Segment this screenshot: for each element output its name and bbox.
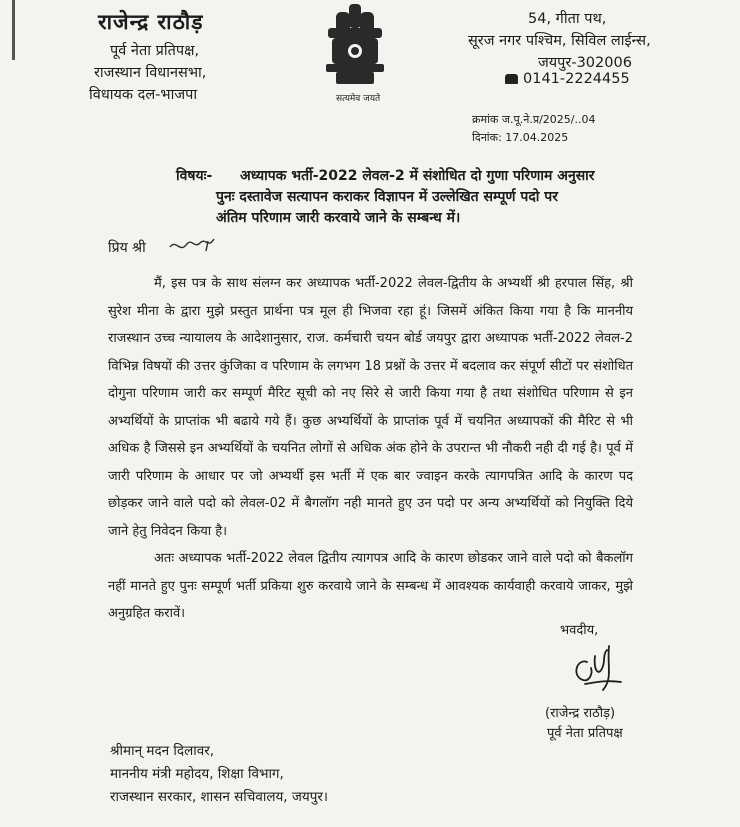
telephone-icon xyxy=(505,74,518,84)
sender-name: राजेन्द्र राठौड़ xyxy=(98,10,204,34)
phone-number: 0141-2224455 xyxy=(523,71,630,87)
handwritten-name-scribble xyxy=(108,235,232,255)
subject-block xyxy=(176,166,676,226)
reference-number: क्रमांक ज.पू.ने.प्र/2025/..04 xyxy=(472,113,596,126)
emblem-motto: सत्यमेव जयते xyxy=(336,94,381,104)
body-paragraph-2: अतः अध्यापक भर्ती-2022 लेवल द्वितीय त्यागपत्र आदि के कारण छोडकर जाने वाले पदो को बैकलॉग नहीं मानते हुए पुनः सम्पूर्ण भर्ती प्रकिया शुरु करवाये जाने के सम्बन्ध में आवश्यक कार्यवाही करवाये जाकर, मुझे अनुग्रहित करावें। xyxy=(108,551,633,621)
sender-designation-2: राजस्थान विधानसभा, xyxy=(94,65,207,81)
letter-body xyxy=(108,270,633,628)
address-line-3: जयपुर-302006 xyxy=(538,55,632,71)
address-line-1: 54, गीता पथ, xyxy=(528,11,607,27)
signature-icon xyxy=(565,642,629,700)
page-edge-mark xyxy=(12,0,15,60)
closing: भवदीय, xyxy=(560,623,599,638)
signatory-name: (राजेन्द्र राठौड़) xyxy=(545,706,616,721)
addressee-line-2: माननीय मंत्री महोदय, शिक्षा विभाग, xyxy=(110,766,284,782)
phone-line xyxy=(505,71,630,87)
addressee-line-1: श्रीमान् मदन दिलावर, xyxy=(110,743,215,759)
addressee-line-3: राजस्थान सरकार, शासन सचिवालय, जयपुर। xyxy=(110,789,329,805)
letter-date: दिनांक: 17.04.2025 xyxy=(472,131,569,144)
signatory-designation: पूर्व नेता प्रतिपक्ष xyxy=(547,726,623,741)
addressee-block xyxy=(110,740,328,809)
address-line-2: सूरज नगर पश्चिम, सिविल लाईन्स, xyxy=(468,33,651,49)
subject-line-1: अध्यापक भर्ती-2022 लेवल-2 में संशोधित दो गुणा परिणाम अनुसार xyxy=(240,168,595,184)
subject-line-2: पुनः दस्तावेज सत्यापन कराकर विज्ञापन में उल्लेखित सम्पूर्ण पदो पर xyxy=(216,189,558,205)
body-paragraph-1: मैं, इस पत्र के साथ संलग्न कर अध्यापक भर्ती-2022 लेवल-द्वितीय के अभ्यर्थी श्री हरपाल सिंह, श्री सुरेश मीना के द्वारा मुझे प्रस्तुत प्रार्थना पत्र मूल ही भिजवा रहा हूं। जिसमें अंकित किया गया है कि माननीय राजस्थान उच्च न्यायालय के आदेशानुसार, राज. कर्मचारी चयन बोर्ड जयपुर द्वारा अध्यापक भर्ती-2022 लेवल-2 विभिन्न विषयों की उत्तर कुंजिका व परिणाम के लगभग 18 प्रश्नों के उत्तर में बदलाव कर संपूर्ण सीटों पर संशोधित दोगुना परिणाम जारी कर सम्पूर्ण मैरिट सूची को नए सिरे से जारी किया गया है तथा संशोधित परिणाम से इन अभ्यर्थियों के प्राप्तांक भी बढाये गये हैं। कुछ अभ्यर्थियों के प्राप्तांक पूर्व में चयनित अध्यापकों की मैरिट से भी अधिक है जिससे इन अभ्यर्थियों के चयनित लोगों से अधिक अंक होने के उपरान्त भी नौकरी नही दी गई है। पूर्व में जारी परिणाम के आधार पर जो अभ्यर्थी इस भर्ती में एक बार ज्वाइन करके त्यागपत्रित आदि के कारण पद छोड़कर जाने वाले पदो को लेवल-02 में बैगलॉग नही मानते हुए उन पदो पर अन्य अभ्यर्थियों को नियुक्ति दिये जाने हेतु निवेदन किया है। xyxy=(108,276,633,539)
salutation: प्रिय श्री xyxy=(108,240,146,256)
sender-designation-3: विधायक दल-भाजपा xyxy=(89,87,198,103)
subject-label: विषयः- xyxy=(176,168,213,184)
subject-line-3: अंतिम परिणाम जारी करवाये जाने के सम्बन्ध में। xyxy=(216,210,461,226)
national-emblem-icon xyxy=(318,0,392,98)
sender-designation-1: पूर्व नेता प्रतिपक्ष, xyxy=(110,43,200,59)
